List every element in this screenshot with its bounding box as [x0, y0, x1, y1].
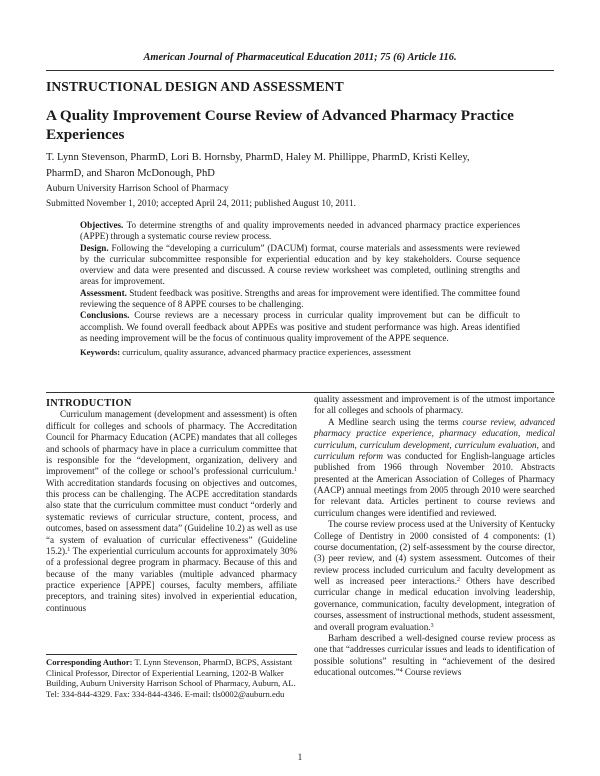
- right-paragraph-2: [314, 417, 555, 519]
- right-paragraph-4: [314, 633, 555, 679]
- intro-paragraph: [46, 409, 297, 614]
- assessment-label: Assessment.: [80, 287, 127, 298]
- page-number: 1: [297, 753, 303, 763]
- abstract: [80, 220, 520, 359]
- footnote-rule: [46, 654, 297, 655]
- intro-text-2: With accreditation standards focusing on objectives and outcomes, this process can be challenging. The ACPE accreditation standards also state that the curriculum committee must conduct “orderly and systematic reviews of curricular structure, content, process, and outcomes, based on assessment data” (Guideline 10.2) as well as use “a system of evaluation of curricular effectiveness” (Guideline 15.2).: [46, 477, 297, 556]
- left-column: [46, 394, 297, 614]
- citation-ref[interactable]: 1: [294, 467, 297, 474]
- search-and: and: [538, 439, 555, 450]
- others-text: Others have described curricular change in medical education involving leadership, governance, communication, faculty development, integration of courses, assessment of instructional methods, student assessment, and overall program evaluation.: [314, 576, 555, 632]
- corresponding-label: Corresponding Author:: [46, 657, 133, 667]
- abstract-rule: [46, 392, 554, 393]
- citation-ref[interactable]: 1: [67, 546, 71, 553]
- barham-text: Barham described a well-designed course review process as one that “addresses curricular issues and leads to identification of possible solutions” resulting in “achievement of the desired educational outcomes.”: [314, 632, 555, 677]
- citation-ref[interactable]: 4: [399, 668, 403, 674]
- corresponding-text: T. Lynn Stevenson, PharmD, BCPS, Assistant Clinical Professor, Director of Experiential Learning, 1202-B Walker Building, Auburn University Harrison School of Pharmacy, Auburn, AL. Tel: 334-844-4329. Fax: 334-844-4346. E-mail: tls0002@auburn.edu: [46, 657, 296, 699]
- course-reviews-text: Course reviews: [402, 667, 462, 677]
- header-rule: [46, 70, 554, 71]
- right-paragraph-1: quality assessment and improvement is of the utmost importance for all colleges and schools of pharmacy.: [314, 394, 555, 416]
- design-text: Following the “developing a curriculum” (DACUM) format, course materials and assessments were reviewed by the curricular subcommittee responsible for experiential education and by key stakeholders. Course sequence overview and data were presented and discussed. A course review worksheet was completed, outlining strengths and areas for improvement.: [80, 242, 520, 287]
- journal-header: [60, 52, 540, 63]
- conclusions-label: Conclusions.: [80, 310, 130, 321]
- article-title: A Quality Improvement Course Review of Advanced Pharmacy Practice Experiences: [46, 107, 514, 143]
- intro-text-1: Curriculum management (development and assessment) is often difficult for colleges and schools of pharmacy. The Accreditation Council for Pharmacy Education (ACPE) mandates that all colleges and schools of pharmacy have in place a curriculum committee that is responsible for the “development, organization, delivery and improvement” of the college or school’s professional curriculum.: [46, 409, 297, 477]
- introduction-heading: INTRODUCTION: [46, 398, 132, 409]
- conclusions-text: Course reviews are a necessary process in curricular quality improvement but can be difficult to accomplish. We found overall feedback about APPEs was positive and student performance was high. Areas identified as needing improvement will be the focus of continuous quality improvement of the APPE sequence.: [80, 310, 521, 343]
- keywords-label: Keywords:: [80, 347, 121, 358]
- abstract-assessment: [80, 288, 520, 311]
- search-terms-2: curriculum reform: [314, 450, 383, 461]
- section-heading: INSTRUCTIONAL DESIGN AND ASSESSMENT: [46, 79, 344, 94]
- journal-volume: 2011; 75 (6) Article 116.: [353, 52, 457, 63]
- objectives-text: To determine strengths of and quality improvements needed in advanced pharmacy practice experiences (APPE) through a systematic course review process.: [80, 220, 520, 242]
- citation-ref[interactable]: 2: [456, 577, 460, 583]
- abstract-design: [80, 243, 520, 288]
- journal-name: American Journal of Pharmaceutical Education: [143, 52, 352, 63]
- citation-ref[interactable]: 3: [430, 622, 434, 629]
- submission-dates: Submitted November 1, 2010; accepted April 24, 2011; published August 10, 2011.: [46, 199, 356, 209]
- abstract-objectives: [80, 220, 520, 243]
- objectives-label: Objectives.: [80, 220, 124, 230]
- affiliation: Auburn University Harrison School of Pharmacy: [46, 184, 229, 194]
- corresponding-author: [46, 657, 302, 699]
- abstract-conclusions: [80, 310, 520, 344]
- author-list: T. Lynn Stevenson, PharmD, Lori B. Hornsby, PharmD, Haley M. Phillippe, PharmD, Kristi Kelley, PharmD, and Sharon McDonough, PhD: [46, 152, 470, 179]
- intro-text-3: The experiential curriculum accounts for approximately 30% of a professional degree program in pharmacy. Because of this and because of the many variables (multiple advanced pharmacy practice experience [APPE] courses, faculty members, affiliate preceptors, and training sites) involved in experiential education, continuous: [46, 545, 297, 613]
- search-terms-1: course review, advanced pharmacy practice experience, pharmacy education, medical curriculum, curriculum development, curriculum evaluation,: [314, 416, 555, 450]
- kentucky-text: The course review process used at the University of Kentucky College of Dentistry in 2000 consisted of 4 components: (1) course documentation, (2) self-assessment by the course director, (3) peer review, and (4) system assessment. Outcomes of their review process included curriculum and faculty development as well as increased peer interactions.: [314, 519, 555, 586]
- search-text-1: A Medline search using the terms: [328, 416, 463, 427]
- design-label: Design.: [80, 242, 109, 253]
- abstract-keywords: [80, 347, 520, 358]
- right-paragraph-3: [314, 519, 555, 633]
- right-column: [314, 394, 555, 678]
- keywords-text: curriculum, quality assurance, advanced pharmacy practice experiences, assessment: [122, 347, 411, 358]
- assessment-text: Student feedback was positive. Strengths and areas for improvement were identified. The committee found reviewing the sequence of 8 APPE courses to be challenging.: [80, 287, 520, 310]
- search-text-2: was conducted for English-language articles published from 1966 through November 2010. Abstracts presented at the American Association of Colleges of Pharmacy (AACP) annual meetings from 2005 through 2010 were searched for relevant data. Articles pertinent to course reviews and curriculum changes were identified and reviewed.: [314, 450, 555, 518]
